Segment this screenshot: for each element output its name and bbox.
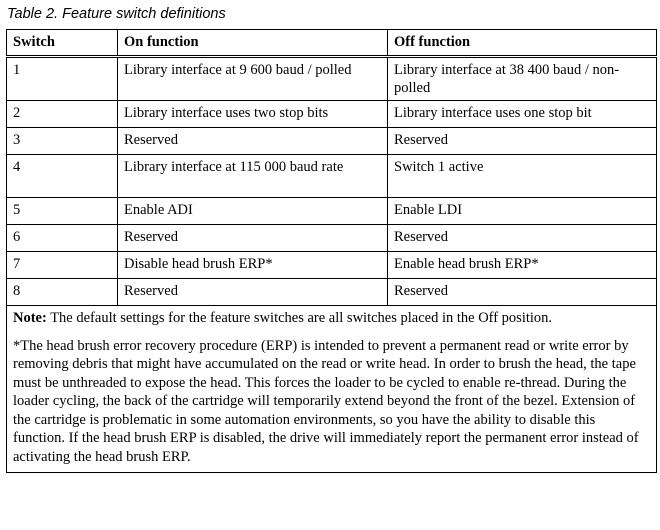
switch-cell: 7 <box>7 252 118 279</box>
table-row <box>7 101 657 128</box>
table-row <box>7 198 657 225</box>
switch-cell: 5 <box>7 198 118 225</box>
table-note-row <box>7 306 657 473</box>
off-function-cell: Switch 1 active <box>388 155 657 198</box>
table-row <box>7 128 657 155</box>
off-function-cell: Reserved <box>388 128 657 155</box>
note-cell <box>7 306 657 473</box>
off-function-cell: Library interface at 38 400 baud / non-polled <box>388 57 657 101</box>
column-header-off-function: Off function <box>388 30 657 57</box>
switch-cell: 2 <box>7 101 118 128</box>
column-header-switch: Switch <box>7 30 118 57</box>
off-function-cell: Reserved <box>388 225 657 252</box>
on-function-cell: Reserved <box>118 279 388 306</box>
switch-cell: 8 <box>7 279 118 306</box>
on-function-cell: Library interface at 9 600 baud / polled <box>118 57 388 101</box>
feature-switch-table <box>6 29 657 473</box>
note-text: The default settings for the feature switches are all switches placed in the Off position. <box>50 310 553 326</box>
off-function-cell: Library interface uses one stop bit <box>388 101 657 128</box>
on-function-cell: Library interface uses two stop bits <box>118 101 388 128</box>
table-row <box>7 252 657 279</box>
column-header-on-function: On function <box>118 30 388 57</box>
on-function-cell: Library interface at 115 000 baud rate <box>118 155 388 198</box>
off-function-cell: Enable LDI <box>388 198 657 225</box>
switch-cell: 6 <box>7 225 118 252</box>
off-function-cell: Enable head brush ERP* <box>388 252 657 279</box>
footnote-text: *The head brush error recovery procedure (ERP) is intended to prevent a permanent read or write error by removing debris that might have accumulated on the read or write head. In order to brush the head, the tape must be unthreaded to expose the head. This forces the loader to be cycled to enable re-thread. During the loader cycling, the back of the cartridge will temporarily extend beyond the front of the bezel. Extension of the cartridge is problematic in some automation environments, so you have the ability to disable this function. If the head brush ERP is disabled, the drive will immediately report the permanent error instead of activating the head brush ERP. <box>13 337 639 465</box>
switch-cell: 1 <box>7 57 118 101</box>
table-row <box>7 57 657 101</box>
on-function-cell: Disable head brush ERP* <box>118 252 388 279</box>
off-function-cell: Reserved <box>388 279 657 306</box>
note-label: Note: <box>13 310 47 326</box>
table-row <box>7 279 657 306</box>
table-row <box>7 225 657 252</box>
on-function-cell: Enable ADI <box>118 198 388 225</box>
switch-cell: 4 <box>7 155 118 198</box>
on-function-cell: Reserved <box>118 225 388 252</box>
switch-cell: 3 <box>7 128 118 155</box>
table-caption: Table 2. Feature switch definitions <box>7 6 226 22</box>
on-function-cell: Reserved <box>118 128 388 155</box>
table-row <box>7 155 657 198</box>
table-header-row <box>7 30 657 57</box>
note-paragraph <box>13 309 650 328</box>
